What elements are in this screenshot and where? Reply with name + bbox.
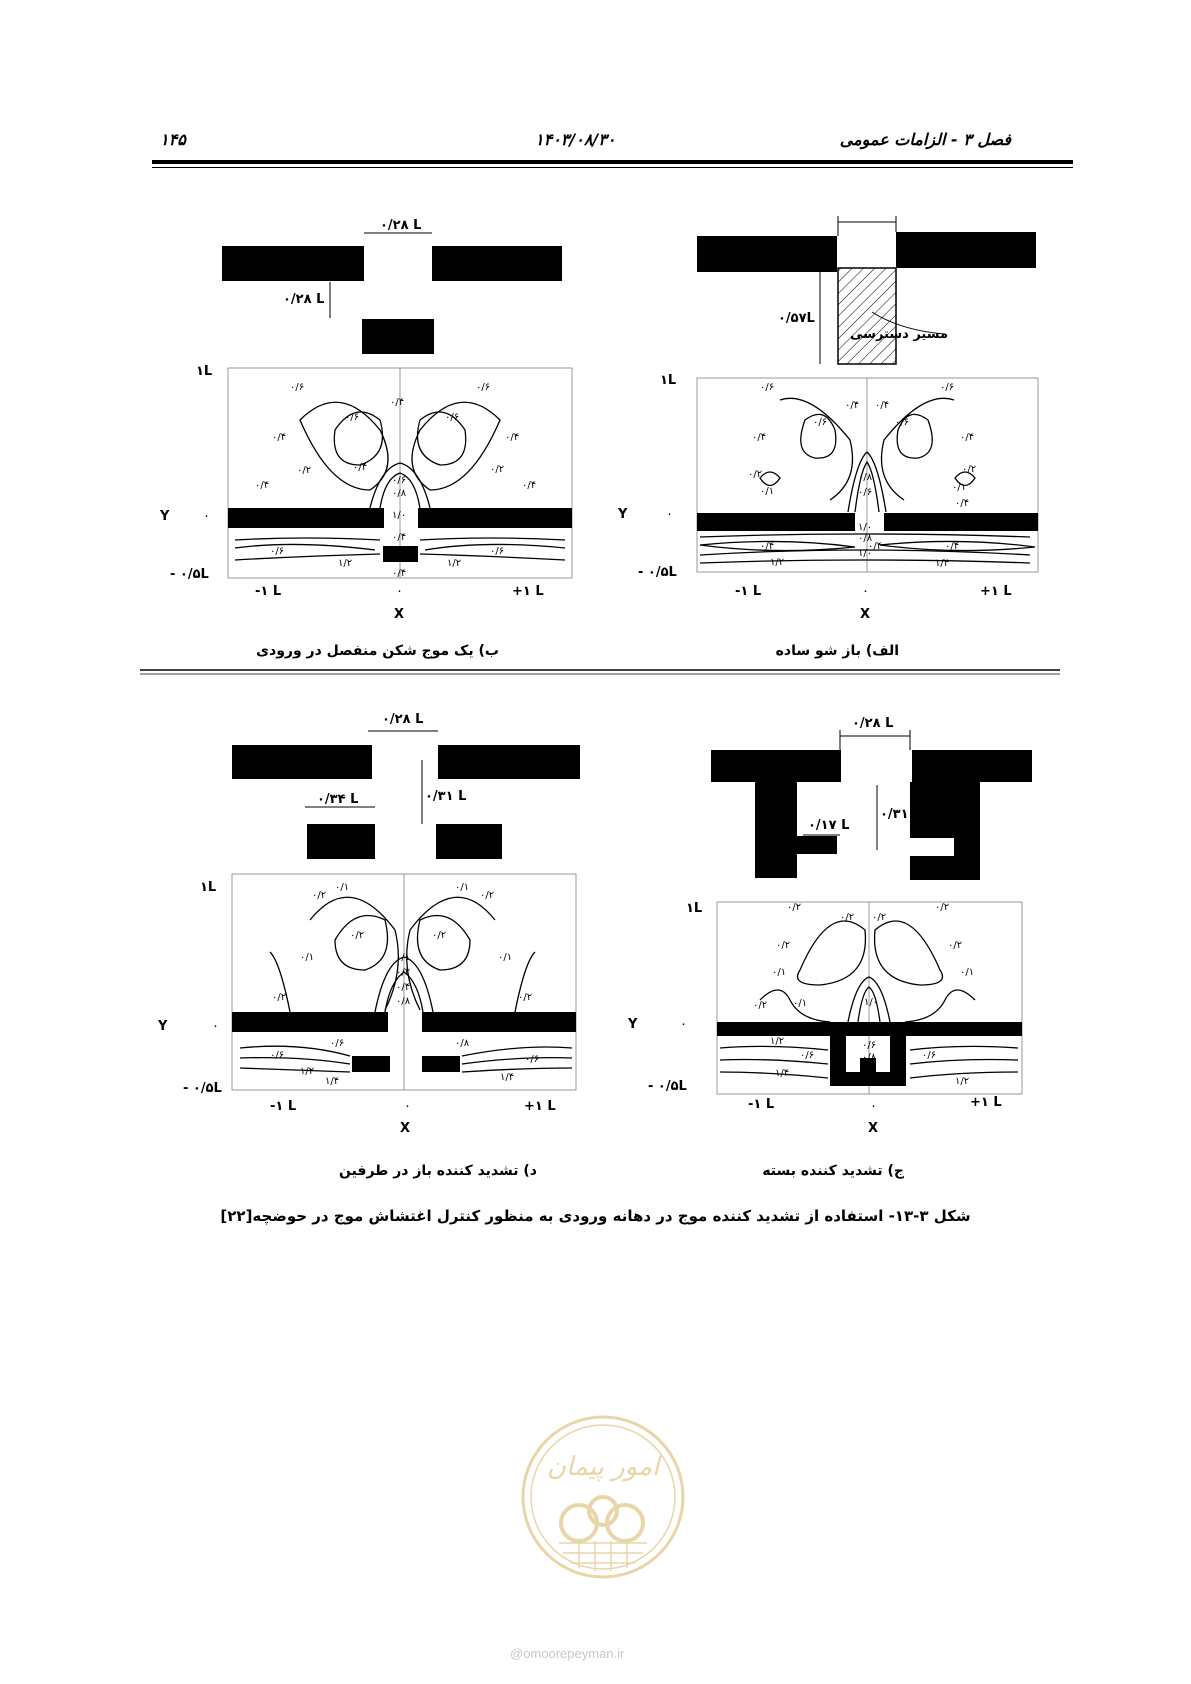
contour-label: ۰/۲ [272, 992, 287, 1003]
access-channel [838, 268, 896, 364]
watermark-text: @omoorepeyman.ir [510, 1646, 625, 1661]
dim-depth: ۰/۳۱ L [425, 789, 467, 804]
contour-label: ۰/۲ [518, 992, 533, 1003]
y-bottom-label: - ۰/۵L [638, 565, 677, 580]
contour-label: ۰/۱ [396, 952, 411, 963]
y-top-label: ۱L [200, 880, 217, 895]
contour-label: ۱/۲ [955, 1076, 970, 1087]
contour-label: ۰/۶ [895, 417, 910, 428]
contour-label: ۱/۲ [770, 557, 785, 568]
dim-gap: ۰/۲۸ L [382, 712, 424, 727]
contour-label: ۰/۱ [952, 482, 967, 493]
contour-label: ۰/۲ [840, 912, 855, 923]
dim-gap: ۰/۲۸ L [852, 716, 894, 731]
contour-label: ۰/۲ [948, 940, 963, 951]
contour-label: ۰/۱ [455, 882, 470, 893]
access-label: مسیر دسترسی [850, 327, 948, 342]
contour-label: ۱/۴ [325, 1076, 340, 1087]
x-right-label: +۱ L [512, 584, 544, 599]
contour-label: ۰/۶ [445, 412, 460, 423]
contour-label: ۰/۸ [455, 1038, 470, 1049]
header-date: ۱۴۰۳/۰۸/۳۰ [535, 130, 616, 149]
breakwater-plot-right [422, 1012, 576, 1032]
contour-label: ۰/۲ [872, 912, 887, 923]
x-right-label: +۱ L [980, 584, 1012, 599]
contour-label: ۰/۸ [396, 996, 411, 1007]
contour-label: ۰/۶ [800, 1050, 815, 1061]
y-title: Y [628, 1017, 638, 1032]
contour-label: ۱/۴ [775, 1068, 790, 1079]
resonator-left [711, 750, 841, 878]
contour-label: ۰/۴ [396, 982, 411, 993]
contour-label: ۰/۶ [525, 1054, 540, 1065]
resonator-right [910, 750, 1032, 880]
x-title: X [394, 607, 405, 622]
contour-label: ۰/۲ [297, 465, 312, 476]
y-zero-label: ۰ [680, 1017, 687, 1032]
breakwater-plot-right [884, 513, 1038, 531]
x-title: X [860, 607, 871, 622]
x-zero-label: ۰ [870, 1099, 877, 1114]
contour-label: ۱/۲ [447, 558, 462, 569]
breakwater-left [232, 745, 372, 779]
contour-label: ۰/۶ [813, 417, 828, 428]
y-zero-label: ۰ [212, 1019, 219, 1034]
contour-label: ۰/۱ [772, 967, 787, 978]
y-bottom-label: - ۰/۵L [183, 1081, 222, 1096]
contour-label: ۰/۴ [505, 432, 520, 443]
contour-label: ۰/۶ [270, 1050, 285, 1061]
dim-depth: ۰/۳۱ L [880, 807, 922, 822]
contour-label: ۰/۶ [392, 475, 407, 486]
caption-panel-a: الف) باز شو ساده [775, 643, 899, 659]
caption-panel-b: ب) یک موج شکن منفصل در ورودی [256, 643, 499, 659]
contour-label: ۰/۸ [858, 472, 873, 483]
contour-label: ۱/۰ [864, 997, 879, 1008]
contour-label: ۰/۴ [353, 462, 368, 473]
contour-label: ۰/۴ [272, 432, 287, 443]
y-zero-label: ۰ [203, 509, 210, 524]
contour-label: ۰/۶ [345, 412, 360, 423]
contour-label: ۰/۲ [312, 890, 327, 901]
contour-label: ۰/۴ [868, 541, 883, 552]
y-top-label: ۱L [660, 373, 677, 388]
x-left-label: -۱ L [255, 584, 282, 599]
contour-label: ۰/۱ [498, 952, 513, 963]
contour-label: ۰/۶ [270, 546, 285, 557]
x-left-label: -۱ L [270, 1099, 297, 1114]
panel-b [159, 218, 572, 622]
contour-label: ۰/۴ [875, 400, 890, 411]
contour-label: ۰/۲ [753, 1000, 768, 1011]
x-left-label: -۱ L [748, 1097, 775, 1112]
watermark-logo [519, 1413, 687, 1581]
contour-label: ۰/۶ [862, 1040, 877, 1051]
panel-c [627, 716, 1032, 1136]
contour-label: ۰/۴ [760, 541, 775, 552]
contour-label: ۰/۴ [945, 541, 960, 552]
dim-depth: ۰/۵۷L [778, 311, 815, 326]
contour-label: ۱/۰ [858, 548, 873, 559]
dim-inner: ۰/۱۷ L [808, 818, 850, 833]
contour-label: ۰/۶ [476, 382, 491, 393]
contour-label: ۱/۴ [500, 1072, 515, 1083]
x-zero-label: ۰ [404, 1099, 411, 1114]
resonator-plot-left [352, 1056, 390, 1072]
contour-label: ۰/۴ [392, 568, 407, 579]
panel-d [157, 712, 580, 1136]
y-title: Y [158, 1019, 168, 1034]
resonator-plot-right [422, 1056, 460, 1072]
x-zero-label: ۰ [862, 584, 869, 599]
y-zero-label: ۰ [666, 507, 673, 522]
contour-label: ۰/۴ [255, 480, 270, 491]
detached-breakwater [362, 319, 434, 354]
caption-panel-c: ج) تشدید کننده بسته [762, 1163, 904, 1179]
contour-label: ۰/۶ [922, 1050, 937, 1061]
contour-label: ۱/۲ [338, 558, 353, 569]
contour-label: ۰/۴ [392, 532, 407, 543]
dim-gap: ۰/۲۸ L [380, 218, 422, 233]
dim-width: ۰/۳۴ L [317, 792, 359, 807]
contour-label: ۰/۲ [748, 469, 763, 480]
y-bottom-label: - ۰/۵L [170, 567, 209, 582]
contour-label: ۰/۲ [935, 902, 950, 913]
contour-label: ۰/۱ [335, 882, 350, 893]
contour-label: ۰/۱ [300, 952, 315, 963]
x-title: X [400, 1121, 411, 1136]
x-right-label: +۱ L [524, 1099, 556, 1114]
contour-label: ۰/۶ [760, 382, 775, 393]
contour-label: ۰/۲ [350, 930, 365, 941]
contour-label: ۰/۲ [432, 930, 447, 941]
contour-label: ۰/۶ [858, 487, 873, 498]
page-number: ۱۴۵ [160, 130, 186, 149]
contour-label: ۰/۱ [793, 998, 808, 1009]
contour-label: ۱/۲ [300, 1066, 315, 1077]
y-title: Y [160, 509, 170, 524]
contour-label: ۰/۴ [390, 397, 405, 408]
breakwater-plot [717, 1022, 1022, 1036]
y-top-label: ۱L [686, 901, 703, 916]
dim-offset: ۰/۲۸ L [283, 292, 325, 307]
breakwater-right [438, 745, 580, 779]
contour-label: ۰/۲ [396, 967, 411, 978]
contour-label: ۱/۴ [935, 558, 950, 569]
breakwater-right [432, 246, 562, 281]
contour-label: ۰/۸ [392, 488, 407, 499]
contour-label: ۰/۱ [960, 967, 975, 978]
x-title: X [868, 1121, 879, 1136]
contour-label: ۰/۶ [490, 546, 505, 557]
breakwater-left [697, 236, 837, 272]
caption-panel-d: د) تشدید کننده باز در طرفین [338, 1163, 537, 1179]
watermark-logo-text: امور پیمان [546, 1452, 660, 1482]
panel-a [617, 216, 1038, 622]
contour-label: ۱/۰ [858, 522, 873, 533]
x-left-label: -۱ L [735, 584, 762, 599]
contour-label: ۰/۴ [955, 498, 970, 509]
breakwater-plot-left [228, 508, 384, 528]
detached-breakwater-plot [383, 546, 418, 562]
contour-label: ۰/۲ [490, 464, 505, 475]
contour-label: ۱/۲ [770, 1036, 785, 1047]
side-resonator-left [307, 824, 375, 859]
contour-label: ۱/۰ [392, 510, 407, 521]
contour-label: ۰/۶ [940, 382, 955, 393]
contour-label: ۰/۸ [862, 1052, 877, 1063]
contour-label: ۰/۲ [776, 940, 791, 951]
y-top-label: ۱L [196, 364, 213, 379]
x-zero-label: ۰ [396, 584, 403, 599]
side-resonator-right [436, 824, 502, 859]
contour-label: ۰/۲ [787, 902, 802, 913]
contour-label: ۰/۶ [330, 1038, 345, 1049]
contour-label: ۰/۲ [962, 464, 977, 475]
contour-label: ۰/۴ [752, 432, 767, 443]
contour-label: ۰/۴ [960, 432, 975, 443]
y-title: Y [618, 507, 628, 522]
breakwater-right [896, 232, 1036, 268]
y-bottom-label: - ۰/۵L [648, 1079, 687, 1094]
contour-label: ۰/۲ [480, 890, 495, 901]
breakwater-plot-right [418, 508, 572, 528]
chapter-title: فصل ۳ - الزامات عمومی [839, 130, 1011, 149]
contour-label: ۰/۸ [858, 533, 873, 544]
figure-caption: شکل ۳-۱۳- استفاده از تشدید کننده موج در دهانه ورودی به منظور کنترل اغتشاش موج در حوضچه[۲۲] [220, 1207, 971, 1225]
contour-label: ۰/۴ [845, 400, 860, 411]
contour-label: ۰/۶ [290, 382, 305, 393]
breakwater-plot-left [232, 1012, 388, 1032]
breakwater-left [222, 246, 364, 281]
contour-label: ۰/۴ [522, 480, 537, 491]
contour-label: ۱/۲ [862, 1064, 877, 1075]
x-right-label: +۱ L [970, 1095, 1002, 1110]
breakwater-plot-left [697, 513, 855, 531]
contour-label: ۰/۱ [760, 486, 775, 497]
